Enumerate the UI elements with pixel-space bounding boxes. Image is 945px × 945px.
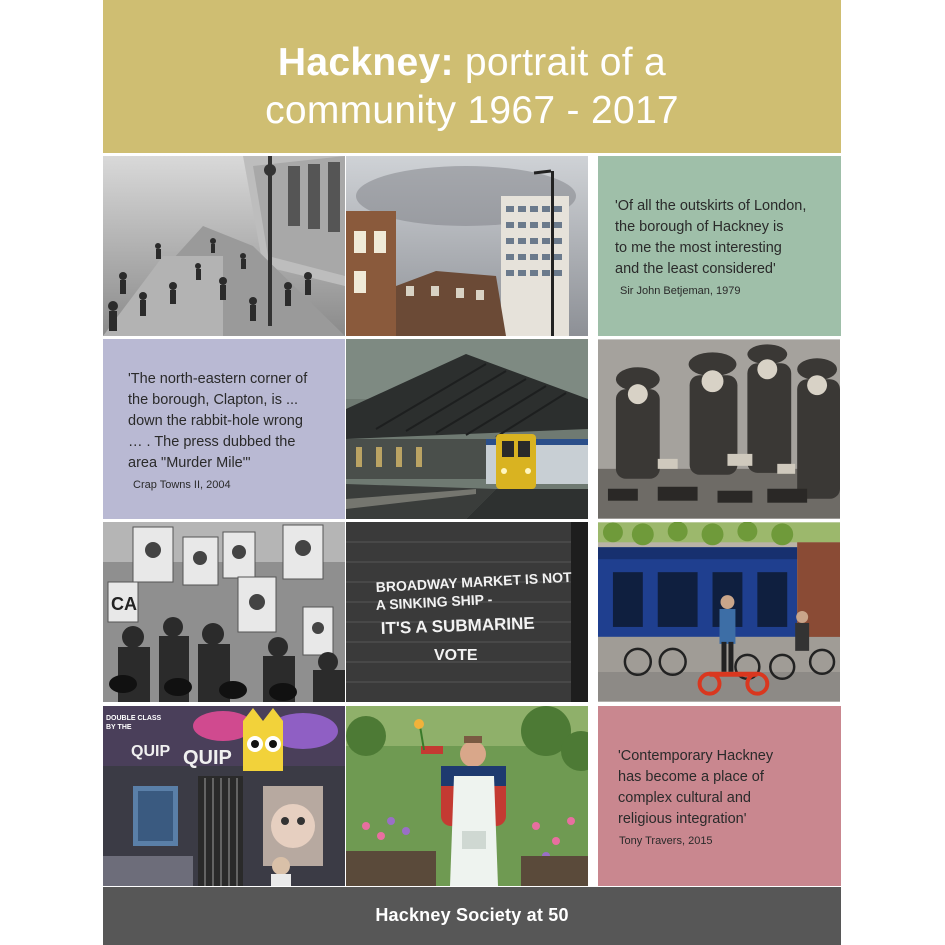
photo-railway-station [346, 339, 588, 519]
quote-text [618, 746, 773, 830]
quote-line: to me the most interesting [615, 240, 782, 256]
quote-tile-betjeman [598, 156, 841, 336]
graffiti-line-4: VOTE [434, 647, 478, 664]
photo-tower-block [346, 156, 588, 336]
street-art-small-2: BY THE [106, 724, 132, 731]
quote-line: complex cultural and [618, 790, 751, 806]
quote-line: down the rabbit-hole wrong [128, 413, 303, 429]
quote-line: area "Murder Mile"' [128, 455, 251, 471]
photo-street-crowd-bw [103, 156, 345, 336]
title-bold: Hackney: [277, 41, 454, 84]
photo-graffiti-wall-bw [346, 522, 588, 702]
quote-citation: Crap Towns II, 2004 [133, 479, 231, 491]
photo-pub-cyclists [598, 522, 841, 702]
photo-grid [103, 156, 841, 887]
quote-citation: Sir John Betjeman, 1979 [620, 285, 741, 297]
quote-tile-travers [598, 706, 841, 886]
book-cover [103, 0, 841, 945]
quote-text [615, 196, 806, 280]
quote-line: religious integration' [618, 811, 747, 827]
graffiti-line-3: IT'S A SUBMARINE [380, 613, 535, 638]
photo-street-art-facade [103, 706, 345, 886]
quote-line: the borough, Clapton, is ... [128, 392, 299, 408]
photo-market-gardener [346, 706, 588, 886]
quote-tile-crap-towns [103, 339, 345, 519]
quote-line: has become a place of [618, 769, 764, 785]
street-art-word-1: QUIP [131, 743, 171, 760]
cover-header [103, 0, 841, 153]
graffiti-line-2: A SINKING SHIP - [375, 590, 493, 613]
quote-citation: Tony Travers, 2015 [619, 835, 713, 847]
placard-text: CA [111, 594, 137, 614]
title-rest: portrait of a [453, 41, 667, 84]
quote-line: 'The north-eastern corner of [128, 371, 308, 387]
cover-title-line-1 [103, 40, 841, 86]
cover-title-line-2: community 1967 - 2017 [265, 89, 679, 132]
quote-line: 'Of all the outskirts of London, [615, 198, 807, 214]
quote-line: 'Contemporary Hackney [618, 748, 774, 764]
street-art-small-1: DOUBLE CLASS [106, 715, 162, 722]
street-art-word-2: QUIP [183, 747, 232, 769]
quote-line: the borough of Hackney is [615, 219, 784, 235]
quote-line: … . The press dubbed the [128, 434, 296, 450]
quote-text [128, 369, 307, 474]
photo-market-traders-bw [598, 339, 841, 519]
cover-footer [103, 887, 841, 945]
graffiti-line-1: BROADWAY MARKET IS NOT [375, 568, 572, 595]
quote-line: and the least considered' [615, 261, 776, 277]
footer-label: Hackney Society at 50 [375, 905, 569, 925]
photo-protest-placards-bw [103, 522, 345, 702]
